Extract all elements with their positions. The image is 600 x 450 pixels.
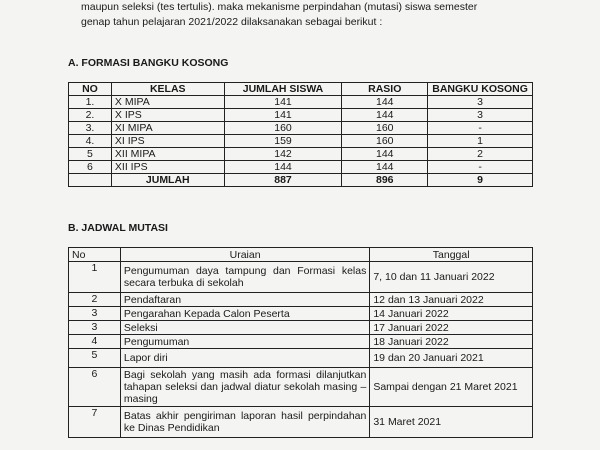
cell-jumlah-siswa: 144 [224, 161, 342, 174]
cell-jumlah-siswa: 141 [224, 96, 342, 109]
cell-bangku-kosong: 2 [428, 148, 533, 161]
header-no: NO [69, 83, 112, 96]
cell-no: 3 [69, 321, 121, 335]
cell-no: 2 [69, 293, 121, 307]
cell-tanggal: 19 dan 20 Januari 2021 [370, 349, 533, 368]
cell-bangku-kosong: 3 [428, 96, 533, 109]
header-kelas: KELAS [111, 83, 224, 96]
total-jumlah-siswa: 887 [224, 174, 342, 187]
cell-tanggal: 7, 10 dan 11 Januari 2022 [370, 262, 533, 293]
header-bangku-kosong: BANGKU KOSONG [428, 83, 533, 96]
header-no: No [69, 248, 121, 262]
cell-kelas: X IPS [111, 109, 224, 122]
cell-no: 6 [69, 161, 112, 174]
cell-no: 3. [69, 122, 112, 135]
cell-uraian: Bagi sekolah yang masih ada formasi dilanjutkan tahapan seleksi dan jadwal diatur sekolah masing – masing [120, 368, 369, 407]
cell-no: 3 [69, 307, 121, 321]
total-bangku-kosong: 9 [428, 174, 533, 187]
header-tanggal: Tanggal [370, 248, 533, 262]
section-b-title: B. JADWAL MUTASI [68, 222, 168, 234]
table-row [69, 96, 533, 109]
intro-line-2: genap tahun pelajaran 2021/2022 dilaksanakan sebagai berikut : [81, 16, 383, 28]
cell-no: 5 [69, 148, 112, 161]
cell-uraian: Batas akhir pengiriman laporan hasil perpindahan ke Dinas Pendidikan [120, 407, 369, 438]
cell-jumlah-siswa: 159 [224, 135, 342, 148]
table-row [69, 321, 533, 335]
cell-tanggal: 17 Januari 2022 [370, 321, 533, 335]
table-row [69, 262, 533, 293]
cell-uraian: Pengarahan Kepada Calon Peserta [120, 307, 369, 321]
table-row [69, 349, 533, 368]
cell-kelas: XI MIPA [111, 122, 224, 135]
cell-uraian: Pengumuman daya tampung dan Formasi kelas secara terbuka di sekolah [120, 262, 369, 293]
cell-tanggal: 12 dan 13 Januari 2022 [370, 293, 533, 307]
cell-rasio: 160 [342, 122, 428, 135]
cell-rasio: 144 [342, 96, 428, 109]
table-row [69, 407, 533, 438]
intro-paragraph [81, 0, 581, 30]
header-jumlah-siswa: JUMLAH SISWA [224, 83, 342, 96]
table-row [69, 307, 533, 321]
total-rasio: 896 [342, 174, 428, 187]
intro-line-1: maupun seleksi (tes tertulis). maka mekanisme perpindahan (mutasi) siswa semester [81, 1, 478, 13]
cell-bangku-kosong: - [428, 161, 533, 174]
cell-jumlah-siswa: 141 [224, 109, 342, 122]
table-row [69, 161, 533, 174]
cell-no: 4 [69, 335, 121, 349]
table-row [69, 335, 533, 349]
cell-tanggal: 18 Januari 2022 [370, 335, 533, 349]
cell-no: 7 [69, 407, 121, 438]
cell-bangku-kosong: 1 [428, 135, 533, 148]
cell-kelas: XII IPS [111, 161, 224, 174]
header-uraian: Uraian [120, 248, 369, 262]
cell-jumlah-siswa: 142 [224, 148, 342, 161]
cell-no: 1 [69, 262, 121, 293]
table-header-row [69, 248, 533, 262]
table-row [69, 368, 533, 407]
header-rasio: RASIO [342, 83, 428, 96]
cell-no: 4. [69, 135, 112, 148]
cell-rasio: 144 [342, 148, 428, 161]
cell-tanggal: Sampai dengan 21 Maret 2021 [370, 368, 533, 407]
cell-uraian: Pengumuman [120, 335, 369, 349]
total-row [69, 174, 533, 187]
cell-kelas: XI IPS [111, 135, 224, 148]
cell-kelas: XII MIPA [111, 148, 224, 161]
cell-tanggal: 14 Januari 2022 [370, 307, 533, 321]
cell-bangku-kosong: 3 [428, 109, 533, 122]
cell-no [69, 174, 112, 187]
cell-tanggal: 31 Maret 2021 [370, 407, 533, 438]
cell-rasio: 144 [342, 109, 428, 122]
cell-uraian: Seleksi [120, 321, 369, 335]
cell-no: 6 [69, 368, 121, 407]
cell-bangku-kosong: - [428, 122, 533, 135]
cell-rasio: 144 [342, 161, 428, 174]
cell-no: 1. [69, 96, 112, 109]
table-row [69, 293, 533, 307]
cell-kelas: X MIPA [111, 96, 224, 109]
cell-uraian: Pendaftaran [120, 293, 369, 307]
section-a-title: A. FORMASI BANGKU KOSONG [68, 57, 229, 69]
table-row [69, 109, 533, 122]
table-row [69, 135, 533, 148]
table-header-row [69, 83, 533, 96]
cell-jumlah-siswa: 160 [224, 122, 342, 135]
formasi-table [68, 82, 533, 187]
table-row [69, 122, 533, 135]
cell-uraian: Lapor diri [120, 349, 369, 368]
jadwal-table [68, 247, 533, 438]
cell-no: 2. [69, 109, 112, 122]
cell-no: 5 [69, 349, 121, 368]
table-row [69, 148, 533, 161]
total-label: JUMLAH [111, 174, 224, 187]
cell-rasio: 160 [342, 135, 428, 148]
